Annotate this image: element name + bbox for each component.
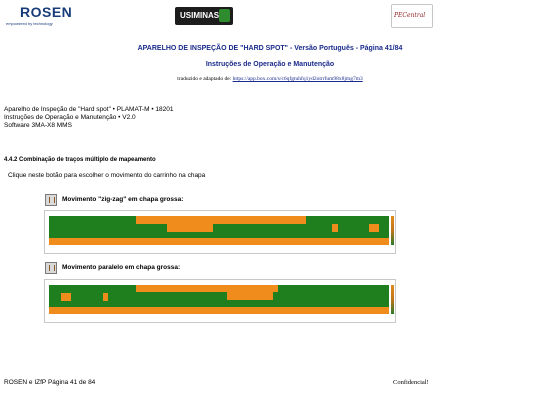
usiminas-logo: [175, 7, 233, 25]
map-defect-region: [61, 293, 71, 301]
credit-prefix: traduzido e adaptado de:: [177, 76, 232, 82]
map-defect-region: [136, 285, 278, 292]
parallel-mode-button[interactable]: [45, 262, 57, 274]
info-line: Aparelho de Inspeção de "Hard spot" • PLAMAT-M • 18201: [4, 106, 174, 113]
map-color-scale: [391, 285, 394, 314]
rosen-tagline: empowered by technology: [6, 21, 53, 26]
map-defect-region: [49, 238, 389, 245]
map-defect-region: [369, 224, 379, 232]
document-info: [4, 106, 173, 130]
instruction-text: Clique neste botão para escolher o movimento do carrinho na chapa: [8, 172, 206, 179]
usiminas-u-icon: [219, 9, 230, 22]
credit-link[interactable]: https://app.box.com/s/c6qfgtuhfq1yd2otrrfum98x8jmg7m3: [232, 76, 363, 82]
credit-line: [0, 76, 540, 82]
zigzag-mode-button[interactable]: [45, 194, 57, 206]
info-line: Software 3MA-X8 MMS: [4, 122, 72, 129]
map-defect-region: [227, 292, 273, 300]
page-title: APARELHO DE INSPEÇÃO DE "HARD SPOT" - Versão Português - Página 41/84: [137, 45, 403, 52]
usiminas-logo-text: USIMINAS: [180, 11, 220, 20]
zigzag-trace-map: [44, 210, 396, 254]
info-line: Instruções de Operação e Manutenção • V2.0: [4, 114, 136, 121]
map-defect-region: [49, 307, 389, 314]
map-defect-region: [332, 224, 338, 232]
parallel-trace-map: [44, 279, 396, 323]
map-plot-area: [49, 285, 389, 314]
map-defect-region: [136, 216, 306, 224]
signature-logo: [391, 4, 433, 28]
footer-page-info: ROSEN e IZfP Página 41 de 84: [4, 379, 96, 386]
zigzag-mode-label: Movimento "zig-zag" em chapa grossa:: [62, 196, 184, 203]
map-color-scale: [391, 216, 394, 245]
map-defect-region: [103, 293, 108, 301]
signature-text: PECentral: [394, 12, 426, 19]
rosen-logo-text: ROSEN: [20, 4, 73, 20]
map-defect-region: [167, 224, 213, 232]
section-heading: 4.4.2 Combinação de traços múltiplo de mapeamento: [4, 157, 156, 163]
parallel-mode-label: Movimento paralelo em chapa grossa:: [62, 264, 181, 271]
page-subtitle: Instruções de Operação e Manutenção: [205, 61, 335, 68]
rosen-logo: [6, 4, 76, 26]
footer-confidential: Confidencial!: [393, 379, 429, 386]
map-plot-area: [49, 216, 389, 245]
